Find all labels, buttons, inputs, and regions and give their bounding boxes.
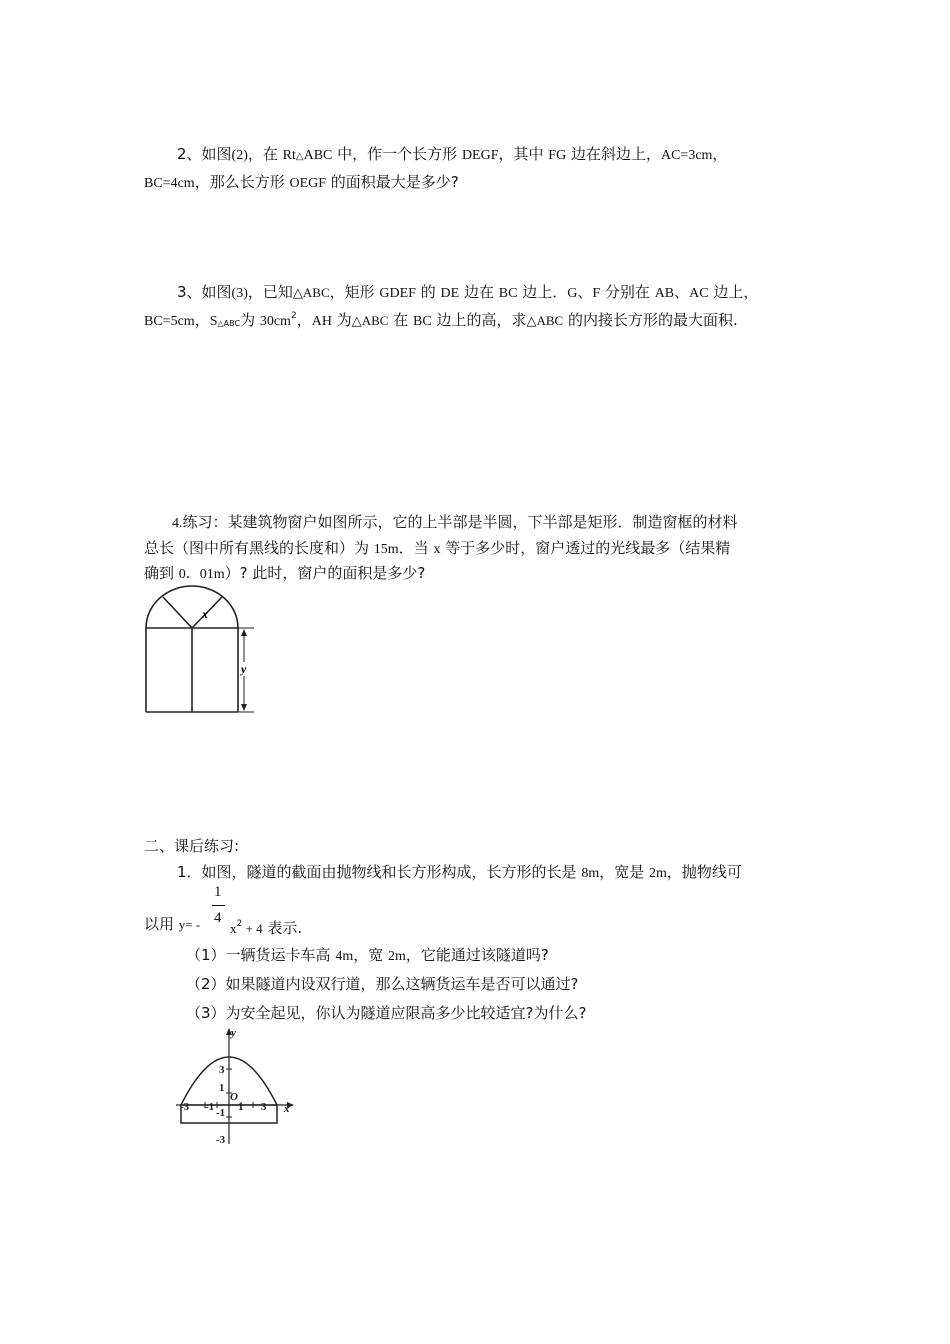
graph-x-label: x <box>284 1103 290 1115</box>
window-arrow-up <box>241 629 247 636</box>
homework-sub-2: （2）如果隧道内设双行道，那么这辆货运车是否可以通过? <box>186 975 579 993</box>
q2-line-2: BC=4cm，那么长方形 OEGF 的面积最大是多少? <box>144 173 459 191</box>
tunnel-graph <box>172 1026 300 1150</box>
window-semicircle <box>146 586 238 628</box>
graph-x-tick-neg1: -1 <box>205 1101 215 1113</box>
homework-sub-3: （3）为安全起见，你认为隧道应限高多少比较适宜?为什么? <box>186 1004 587 1022</box>
fraction-denominator: 4 <box>214 910 222 926</box>
graph-y-tick-neg1: -1 <box>216 1107 226 1119</box>
q3-line-2: BC=5cm，S△ABC为 $30cm^2$，AH 为△ABC 在 BC 边上的高，求△ABC 的内接长方形的最大面积. <box>144 311 738 329</box>
q4-line-2: 总长（图中所有黑线的长度和）为 15m．当 x 等于多少时，窗户透过的光线最多（结果精 <box>144 539 731 557</box>
window-label-x: x <box>202 607 208 621</box>
graph-x-tick-1: 1 <box>238 1101 244 1113</box>
q4-line-1: 4.练习：某建筑物窗户如图所示，它的上半部是半圆，下半部是矩形．制造窗框的材料 <box>172 513 738 531</box>
graph-y-label: y <box>231 1027 236 1039</box>
homework-p1-line-1: 1．如图，隧道的截面由抛物线和长方形构成，长方形的长是 8m，宽是 2m，抛物线可 <box>177 863 742 881</box>
graph-x-tick-neg3: -3 <box>180 1101 190 1113</box>
window-label-y: y <box>241 662 247 676</box>
graph-y-tick-1: 1 <box>219 1082 225 1094</box>
homework-sub-1: （1）一辆货运卡车高 4m，宽 2m，它能通过该隧道吗? <box>186 946 549 964</box>
window-figure <box>140 584 262 718</box>
q3-line-1: 3、如图(3)，已知△ABC，矩形 GDEF 的 DE 边在 BC 边上．G、F 分别在 AB、AC 边上， <box>177 283 759 301</box>
window-spoke-left <box>163 597 192 628</box>
homework-formula-tail: $x^2 + 4$ 表示. <box>230 919 303 937</box>
homework-p1-line-2: 以用 y= - <box>144 915 201 933</box>
window-arrow-down <box>241 704 247 711</box>
homework-heading: 二、课后练习: <box>144 837 240 855</box>
graph-origin-label: O <box>230 1091 238 1103</box>
fraction-bar <box>212 905 225 906</box>
q4-line-3: 确到 0．01m）? 此时，窗户的面积是多少? <box>144 564 426 582</box>
fraction-numerator: 1 <box>214 884 222 900</box>
q2-line-1: 2、如图(2)，在 Rt△ABC 中，作一个长方形 DEGF，其中 FG 边在斜边上，AC=3cm， <box>177 145 728 163</box>
graph-y-tick-neg3: -3 <box>216 1134 226 1146</box>
graph-y-tick-3: 3 <box>219 1064 225 1076</box>
graph-x-tick-3: 3 <box>261 1101 267 1113</box>
